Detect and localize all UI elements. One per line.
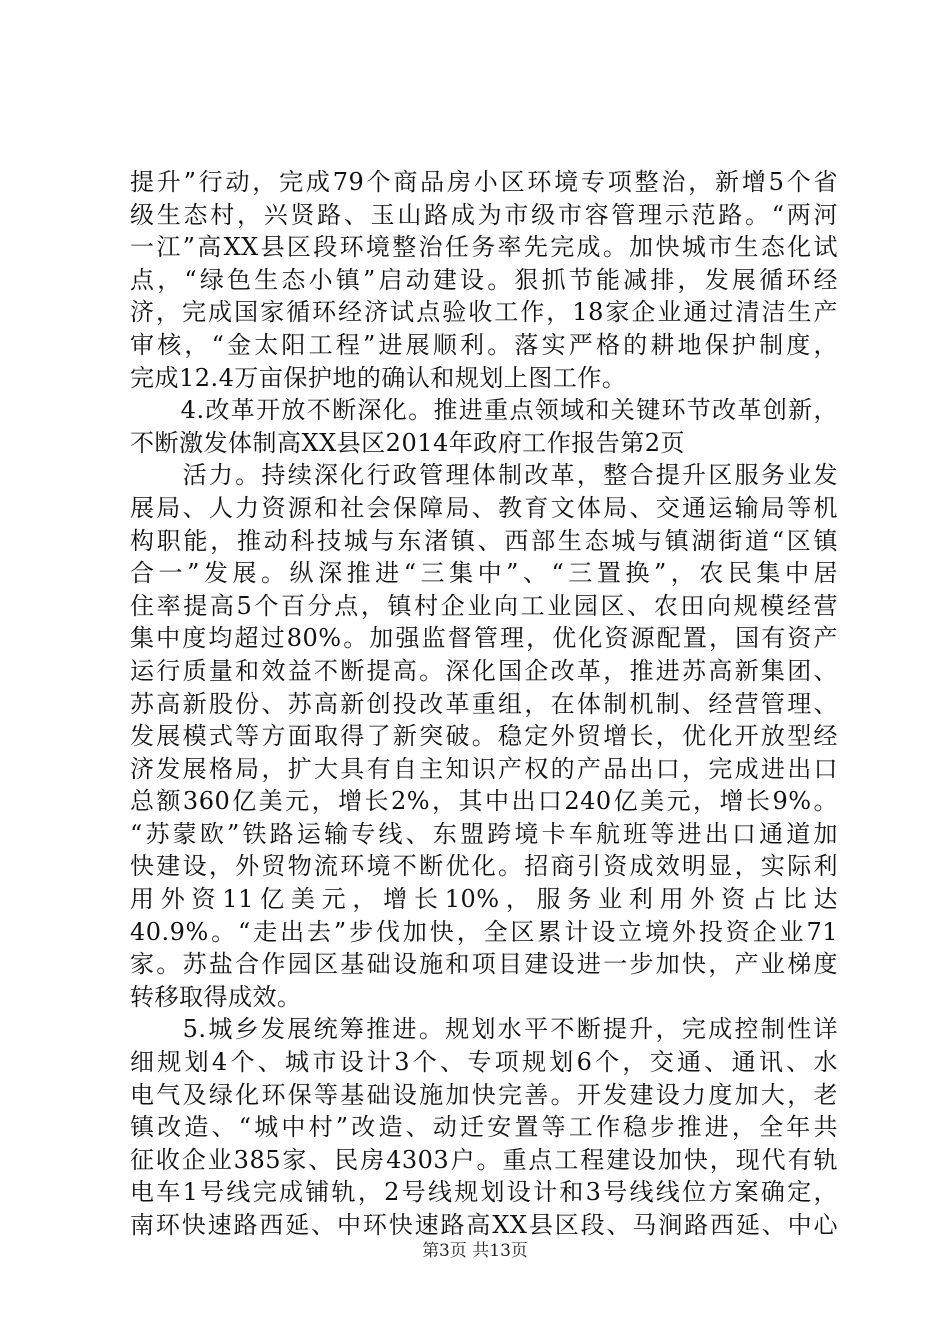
text-line: 级生态村，兴贤路、玉山路成为市级市容管理示范路。“两河 [130, 200, 838, 229]
text-line: 发展模式等方面取得了新突破。稳定外贸增长，优化开放型经 [130, 722, 838, 751]
text-line: 电气及绿化环保等基础设施加快完善。开发建设力度加大，老 [130, 1080, 838, 1109]
text-line: 不断激发体制高XX县区2014年政府工作报告第2页 [130, 428, 686, 457]
text-line: 一江”高XX县区段环境整治任务率先完成。加快城市生态化试 [130, 233, 838, 262]
text-line: 转移取得成效。 [130, 982, 302, 1011]
text-line: 南环快速路西延、中环快速路高XX县区段、马涧路西延、中心 [130, 1211, 838, 1239]
text-line: 苏高新股份、苏高新创投改革重组，在体制机制、经营管理、 [130, 689, 838, 718]
text-line: 家。苏盐合作园区基础设施和项目建设进一步加快，产业梯度 [130, 950, 838, 979]
text-line: 构职能，推动科技城与东渚镇、西部生态城与镇湖街道“区镇 [130, 526, 838, 555]
text-line: 济，完成国家循环经济试点验收工作，18家企业通过清洁生产 [130, 298, 838, 327]
text-line: 电车1号线完成铺轨，2号线规划设计和3号线线位方案确定， [130, 1178, 838, 1207]
text-line: 济发展格局，扩大具有自主知识产权的产品出口，完成进出口 [130, 754, 838, 783]
text-line: 完成12.4万亩保护地的确认和规划上图工作。 [130, 363, 627, 392]
text-line: 快建设，外贸物流环境不断优化。招商引资成效明显，实际利 [130, 852, 838, 881]
page-footer: 第3页 共13页 [422, 1241, 528, 1261]
text-line: 合一”发展。纵深推进“三集中”、“三置换”，农民集中居 [130, 559, 838, 588]
text-line: 4.改革开放不断深化。推进重点领域和关键环节改革创新， [130, 396, 838, 425]
text-line: 集中度均超过80%。加强监督管理，优化资源配置，国有资产 [130, 624, 838, 653]
text-line: “苏蒙欧”铁路运输专线、东盟跨境卡车航班等进出口通道加 [130, 819, 838, 848]
text-line: 5.城乡发展统筹推进。规划水平不断提升，完成控制性详 [130, 1015, 838, 1044]
text-line: 住率提高5个百分点，镇村企业向工业园区、农田向规模经营 [130, 591, 838, 620]
body-text [130, 166, 838, 1242]
text-line: 运行质量和效益不断提高。深化国企改革，推进苏高新集团、 [130, 656, 838, 685]
text-line: 细规划4个、城市设计3个、专项规划6个，交通、通讯、水 [130, 1048, 838, 1077]
text-line: 活力。持续深化行政管理体制改革，整合提升区服务业发 [130, 461, 838, 490]
text-line: 展局、人力资源和社会保障局、教育文体局、交通运输局等机 [130, 493, 838, 522]
text-line: 点，“绿色生态小镇”启动建设。狠抓节能减排，发展循环经 [130, 265, 838, 294]
text-line: 镇改造、“城中村”改造、动迁安置等工作稳步推进，全年共 [130, 1113, 838, 1142]
text-line: 提升”行动，完成79个商品房小区环境专项整治，新增5个省 [130, 168, 838, 196]
text-line: 总额360亿美元，增长2%，其中出口240亿美元，增长9%。 [130, 787, 838, 816]
text-line: 40.9%。“走出去”步伐加快，全区累计设立境外投资企业71 [130, 917, 838, 946]
text-line: 用外资11亿美元，增长10%，服务业利用外资占比达 [130, 885, 838, 914]
text-line: 征收企业385家、民房4303户。重点工程建设加快，现代有轨 [130, 1145, 838, 1174]
text-line: 审核，“金太阳工程”进展顺利。落实严格的耕地保护制度， [130, 330, 838, 359]
